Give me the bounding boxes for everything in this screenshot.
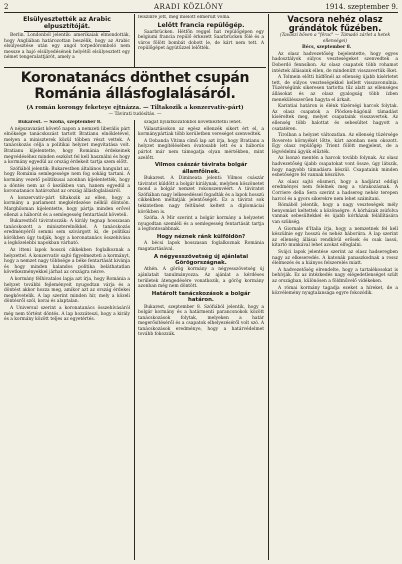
subheading: Határolt tanácskozások a bolgár határon. — [151, 290, 251, 304]
article-plane-body: Saarbrücken. Hétfőn reggel hat repülőgépen egy belgiumi francia repülő érkezett Saarbrücken fölé és a város fölött bombát dobott le, de kárt nem tett. A repülőgépet ágyútűzzel lelőtték. — [138, 29, 264, 52]
banner-headline — [4, 70, 266, 102]
divider — [24, 31, 110, 32]
article-plane — [138, 15, 264, 68]
issue-date: 1914. szeptember 9. — [325, 3, 398, 11]
banner-subhead: (A román korongy feketeye ejtnázza. — Tiltakozik a konzervativ-párt) — [26, 105, 244, 111]
article-arabic-headline: Elsülyesztették az Arabic elpusztítóját. — [23, 16, 111, 30]
paragraph: A Tolmein előtti hídfőnél az ellenség újabb kísérletet tett, de súlyos veszteségekkel kellett visszavonulnia. Tüzérségünk sikeresen tartotta tűz alatt az ellenséges állásokat és az olasz gyalogság több ízben menekülésszerűen hagyta el árkait. — [272, 75, 398, 103]
page-number: 2 — [4, 3, 9, 11]
paragraph: Az itteni lapok hosszú cikkekben foglalkoznak a helyzettel. A konzervativ sajtó figyelmezteti a kormányt, hogy a nemzet nagy többsége a béke fentartását kivánja és hogy minden kalandos politika beláthatatlan következményekkel járhat az országra nézve. — [4, 248, 130, 276]
article-romania-mid — [138, 120, 264, 560]
article-italian-headline: Vacsora nehéz olasz grándátok fűzében. — [287, 15, 383, 33]
paragraph: szágát nyilatkozatokból következtetni lehet. — [144, 120, 242, 125]
column-divider — [134, 14, 135, 68]
article-arabic — [4, 15, 130, 68]
paragraph: Szófia. A Mir szerint a bolgár kormány a helyzetet nyugodtan szemléli és a semlegesség fentartását tartja a legfontosabbnak. — [138, 216, 264, 233]
paragraph: Bukarestből táviratozzák: A király tegnap hosszasan tanácskozott a miniszterelnökkel. A tanácskozás eredményéről semmi sem szivárgott ki, de politikai körökben úgy tudják, hogy a koronatanács összehívása a legközelebbi napokban várható. — [4, 219, 130, 247]
subheading: Vilmos császár távirata bolgár államfőinek. — [154, 162, 248, 175]
paragraph: A kormány félhivatalos lapja azt írja, hogy Románia a helyzet további fejleményeit nyugodtan várja és a döntést akkor hozza meg, amikor azt az ország érdekei megkövetelik. A lap szerint minden hír, mely a közeli döntésről szól, korai és alaptalan. — [4, 277, 130, 305]
paragraph: A bécsi lapok hosszasan foglalkoznak Románia magatartásával. — [138, 241, 264, 252]
subheading: A négyesszövetség új ajánlatai Görögországnak. — [153, 253, 249, 266]
paragraph: Tirolban a helyzet változatlan. Az ellenség tüzérsége Rovereto környékét lőtte, kárt azonban nem okozott. Egy olasz repülőgép Trient fölött megjelent, de a légvédelmi ágyúk elűzték. — [272, 133, 398, 155]
article-plane-headline: Lelőtt francia repülőgép. — [157, 21, 245, 29]
column-divider — [268, 14, 269, 560]
paragraph: Az olasz sajtó elismeri, hogy a hadjárat eddigi eredményei nem felelnek meg a várakozásnak. A Corriere della Sera szerint a hadsereg nehéz terepen harcol és a gyors sikerekre nem lehet számítani. — [272, 179, 398, 202]
paragraph: A Dobanda Vitima című lap azt írja, hogy Bratianu a helyzet megítélésében óvatosabb lett és a háborús pártot már nem támogatja olyan mértékben, mint azelőtt. — [138, 138, 264, 161]
dateline: Bécs, szeptember 8. — [302, 45, 352, 51]
paragraph: A római kormány tagadja ezeket a híreket, de a közvélemény nyugtalansága egyre fokozódik. — [272, 285, 398, 297]
banner-note: — Távirati tudósítás. — — [108, 112, 162, 117]
paragraph: A népszavazást követő napon a nemzeti liberális párt elnöksége tanácskozást tartott Bratianu elnökletével, melyen a miniszterek közül többen részt vettek. A tanácskozás célja a politikai helyzet megvitatása volt. Bratianu kijelentette, hogy Románia érdekeinek megvédéséhez minden eszközt fel kell használni és hogy a kormány egyedül az ország érdekeit tartja szem előtt. — [4, 126, 130, 166]
article-arabic-body: Berlin. Londonból jelentik: amerikaiak elmondották, hogy Angliában határozottan beszélik, hogy az Arabic elsülyesztése után egy angol torpedóromboló nem messze a hajó elsülyedésének helyétől elsülyesztett egy német tengeralattjárót, amely a — [4, 33, 130, 61]
paper-title: ARADI KÖZLÖNY — [154, 3, 224, 11]
paragraph: A hadvezetőség elrendelte, hogy a tartalékosokat is behívják. Ez az intézkedés nagy elégedetlenséget szült az országban, különösen a földművelő vidékeken. — [272, 267, 398, 284]
banner-line-2: Románia állásfoglalásáról. — [34, 86, 236, 102]
paragraph: Karintiai határon is élénk tüzérségi harcok folytak. Az olasz csapatok a Plöcken-hágónál támadást kíséreltek meg, melyet csapataink visszavertek. Az ellenség több halottat és sebesültet hagyott a csatatéren. — [272, 104, 398, 132]
banner-line-1: Koronatanács dönthet csupán — [20, 70, 250, 86]
paragraph: Választásokon az egész ellenzék sikert ért el, a kormánypártiak több kerületben vereséget szenvedtek. — [138, 126, 264, 138]
article-plane-lead: felszinre jött, még mielőtt elmerült volna. — [138, 15, 231, 20]
paragraph: Bukarest. A Dimineata jelenti: Vilmos császár táviratot küldött a bolgár királynak, melyben köszönetet mond a bolgár nemzet rokonszenvéért. A táviratot Szófiában nagy lelkesedéssel fogadták és a lapok hosszú cikkekben méltatják jelentőségét. Ez a távirat sok tekintetben nagy feltűnést keltett a diplomáciai körökben is. — [138, 175, 264, 215]
paragraph: Athén. A görög kormány a négyesszövetség új ajánlatait tanulmányozza. Az ajánlat a kérdéses területek átengedésére vonatkozik, a görög kormány azonban még nem döntött. — [138, 267, 264, 290]
article-romania-left — [4, 120, 130, 560]
divider — [4, 67, 266, 68]
subheading: Hogy néznek ránk külföldön? — [156, 233, 246, 240]
dateline: Bukarest. — Szófia, szeptember 8. — [18, 120, 102, 125]
masthead — [4, 2, 398, 13]
article-italian-subhead: (Tavaszi bőven a "férac" — Támadó zárlet a hetek ellenségei) — [279, 33, 391, 44]
article-italian-front — [272, 15, 398, 560]
paragraph: A Universul szerint a koronatanács összehívásáról még nem történt döntés. A lap hozzáteszi, hogy a király és a kormány között teljes az egyetértés. — [4, 306, 130, 323]
paragraph: Az Isonzó mentén a harcok tovább folynak. Az olasz hadvezetőség újabb csapatokat vont össze, úgy látszik, hogy nagyobb támadásra készül. Csapataink minden eshetőségre fel vannak készülve. — [272, 156, 398, 179]
paragraph: Bukarest, szeptember 8. Szófiából jelentik, hogy a bolgár kormány és a határmenti parancsnokok között tanácskozások folytak, melyeken a határ megerősítéséről és a csapatok elhelyezéséről volt szó. A tanácskozások eredménye, hogy a határvédelmet tovább fokozzák. — [138, 304, 264, 338]
paragraph: A Giornale d'Italia írja, hogy a nemzetnek fel kell készülnie egy hosszú és nehéz háborúra. A lap szerint az ellenség állásai rendkívül erősek és csak lassú, kitartó munkával lehet azokat elfoglalni. — [272, 226, 398, 249]
paragraph: Az olasz hadvezetőség bejelentette, hogy egyes hadosztályok súlyos veszteségeket szenvedtek a Doberdó fennsíkon. Az olasz csapatok több rohamot intéztek állásaink ellen, de mindenütt visszavertük őket. — [272, 51, 398, 74]
paragraph: Szófiából jelentik: Bukarestben általános hangulat az, hogy Románia semlegessége nem fog sokáig tartani. A kormány vezető politikusai azonban kijelentették, hogy a döntés nem az ő kezükben van, hanem egyedül a koronatanács határozhat az ország állásfoglalásáról. — [4, 166, 130, 195]
paragraph: A konzervativ-párt tiltakozik az ellen, hogy a kormány a parlament megkérdezése nélkül döntsön. Marghiloman kijelentette, hogy pártja minden erővel ellenzi a háborút és a semlegesség fentartását követeli. — [4, 195, 130, 218]
paragraph: Rómából jelentik, hogy a nagy veszteségek mély benyomást keltettek a közönségre. A kórházak zsúfolva vannak sebesültekkel és újabb kórházak felállítására van szükség. — [272, 203, 398, 225]
column-divider — [134, 120, 135, 560]
paragraph: Svájci lapok jelentése szerint az olasz hadseregben nagy az elkeseredés. A katonák panaszkodnak a rossz élelmezés és a hiányos felszerelés miatt. — [272, 249, 398, 267]
